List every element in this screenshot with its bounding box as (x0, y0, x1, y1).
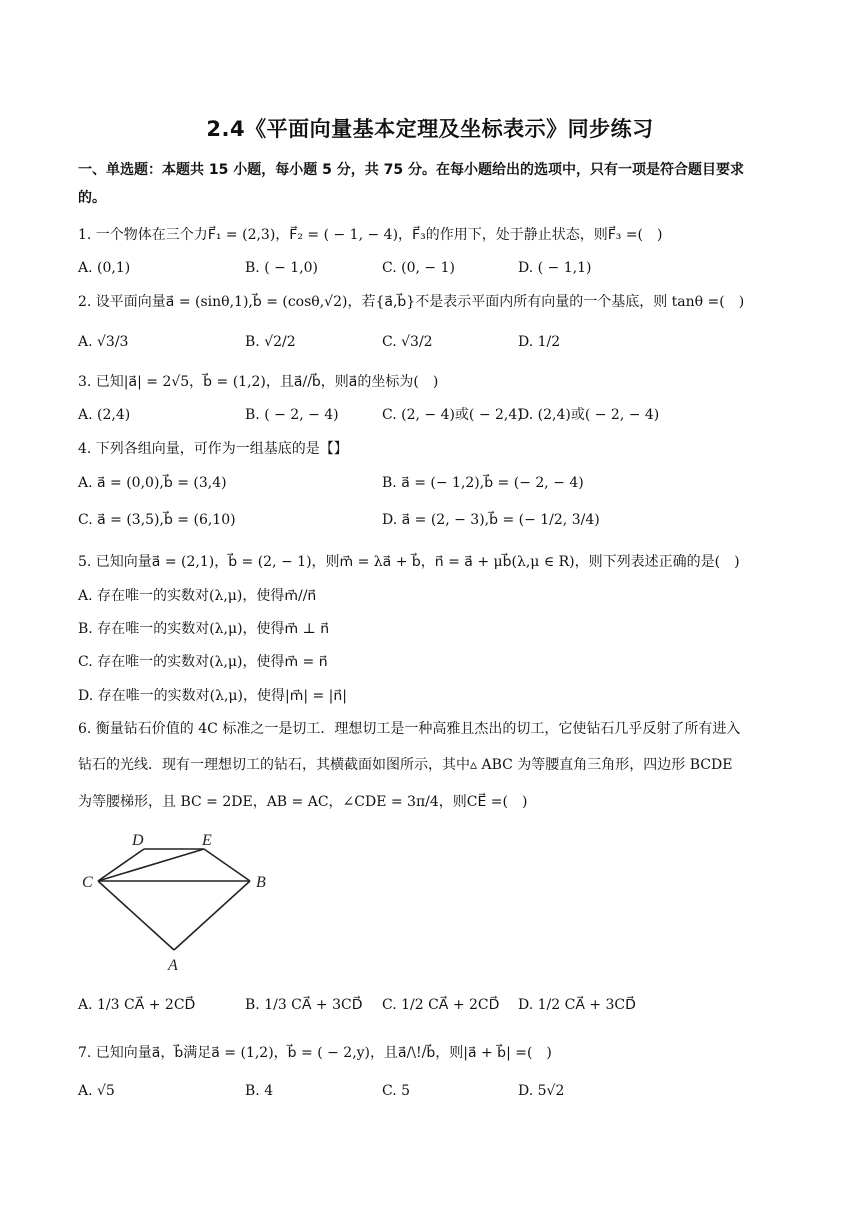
q7-option-a: A. √5 (78, 1083, 115, 1099)
q1-option-a: A. (0,1) (78, 260, 131, 276)
question-2-stem: 2. 设平面向量a⃗ = (sinθ,1),b⃗ = (cosθ,√2)，若{a⃗,b⃗}不是表示平面内所有向量的一个基底，则 tanθ =( ) (78, 294, 745, 310)
q1-option-b: B. ( − 1,0) (245, 260, 319, 276)
q5-option-c: C. 存在唯一的实数对(λ,μ)，使得m⃗ = n⃗ (78, 654, 328, 670)
q5-option-d: D. 存在唯一的实数对(λ,μ)，使得|m⃗| = |n⃗| (78, 688, 347, 704)
q6-option-c: C. 1/2 CA⃗ + 2CD⃗ (382, 997, 500, 1013)
question-3-stem: 3. 已知|a⃗| = 2√5，b⃗ = (1,2)，且a⃗//b⃗，则a⃗的坐标为( ) (78, 374, 439, 390)
q7-option-d: D. 5√2 (518, 1083, 565, 1099)
edge-ce (98, 849, 204, 881)
label-a: A (168, 957, 178, 974)
q7-option-b: B. 4 (245, 1083, 274, 1099)
q4-option-b: B. a⃗ = (− 1,2),b⃗ = (− 2, − 4) (382, 475, 584, 491)
q3-option-a: A. (2,4) (78, 407, 131, 423)
question-6-stem-line2: 钻石的光线．现有一理想切工的钻石，其横截面如图所示，其中▵ ABC 为等腰直角三角形，四边形 BCDE (78, 757, 733, 773)
question-6-stem-line3: 为等腰梯形，且 BC = 2DE，AB = AC，∠CDE = 3π/4，则CE⃗ =( ) (78, 794, 528, 810)
q2-option-c: C. √3/2 (382, 334, 433, 350)
q6-option-b: B. 1/3 CA⃗ + 3CD⃗ (245, 997, 363, 1013)
q4-option-a: A. a⃗ = (0,0),b⃗ = (3,4) (78, 475, 227, 491)
question-1-stem: 1. 一个物体在三个力F⃗₁ = (2,3)，F⃗₂ = ( − 1, − 4)，F⃗₃的作用下，处于静止状态，则F⃗₃ =( ) (78, 227, 663, 243)
question-7-stem: 7. 已知向量a⃗，b⃗满足a⃗ = (1,2)，b⃗ = ( − 2,y)，且a⃗/\!/b⃗，则|a⃗ + b⃗| =( ) (78, 1045, 552, 1061)
q4-option-d: D. a⃗ = (2, − 3),b⃗ = (− 1/2, 3/4) (382, 512, 600, 528)
q1-option-c: C. (0, − 1) (382, 260, 455, 276)
page-title: 2.4《平面向量基本定理及坐标表示》同步练习 (206, 117, 654, 141)
q3-option-b: B. ( − 2, − 4) (245, 407, 339, 423)
edge-cd (98, 849, 144, 881)
q2-option-b: B. √2/2 (245, 334, 296, 350)
label-e: E (202, 832, 212, 849)
question-5-stem: 5. 已知向量a⃗ = (2,1)，b⃗ = (2, − 1)，则m⃗ = λa⃗ + b⃗，n⃗ = a⃗ + μb⃗(λ,μ ∈ R)，则下列表述正确的是( ) (78, 554, 740, 570)
q5-option-b: B. 存在唯一的实数对(λ,μ)，使得m⃗ ⊥ n⃗ (78, 621, 330, 637)
q2-option-d: D. 1/2 (518, 334, 561, 350)
q1-option-d: D. ( − 1,1) (518, 260, 592, 276)
question-6-stem-line1: 6. 衡量钻石价值的 4C 标准之一是切工．理想切工是一种高雅且杰出的切工，它使钻石几乎反射了所有进入 (78, 721, 741, 737)
q6-option-d: D. 1/2 CA⃗ + 3CD⃗ (518, 997, 636, 1013)
edge-eb (204, 849, 250, 881)
diamond-cross-section-figure (78, 828, 288, 978)
q3-option-d: D. (2,4)或( − 2, − 4) (518, 407, 660, 423)
q5-option-a: A. 存在唯一的实数对(λ,μ)，使得m⃗//n⃗ (78, 588, 317, 604)
section-header: 一、单选题：本题共 15 小题，每小题 5 分，共 75 分。在每小题给出的选项中，只有一项是符合题目要求 (78, 162, 744, 178)
q3-option-c: C. (2, − 4)或( − 2,4) (382, 407, 523, 423)
q7-option-c: C. 5 (382, 1083, 411, 1099)
question-4-stem: 4. 下列各组向量，可作为一组基底的是【】 (78, 441, 348, 457)
q6-option-a: A. 1/3 CA⃗ + 2CD⃗ (78, 997, 196, 1013)
edge-ba (174, 881, 250, 950)
q2-option-a: A. √3/3 (78, 334, 129, 350)
section-header-cont: 的。 (78, 190, 106, 206)
q4-option-c: C. a⃗ = (3,5),b⃗ = (6,10) (78, 512, 236, 528)
label-d: D (132, 832, 144, 849)
edge-ca (98, 881, 174, 950)
label-c: C (82, 874, 93, 891)
label-b: B (256, 874, 266, 891)
